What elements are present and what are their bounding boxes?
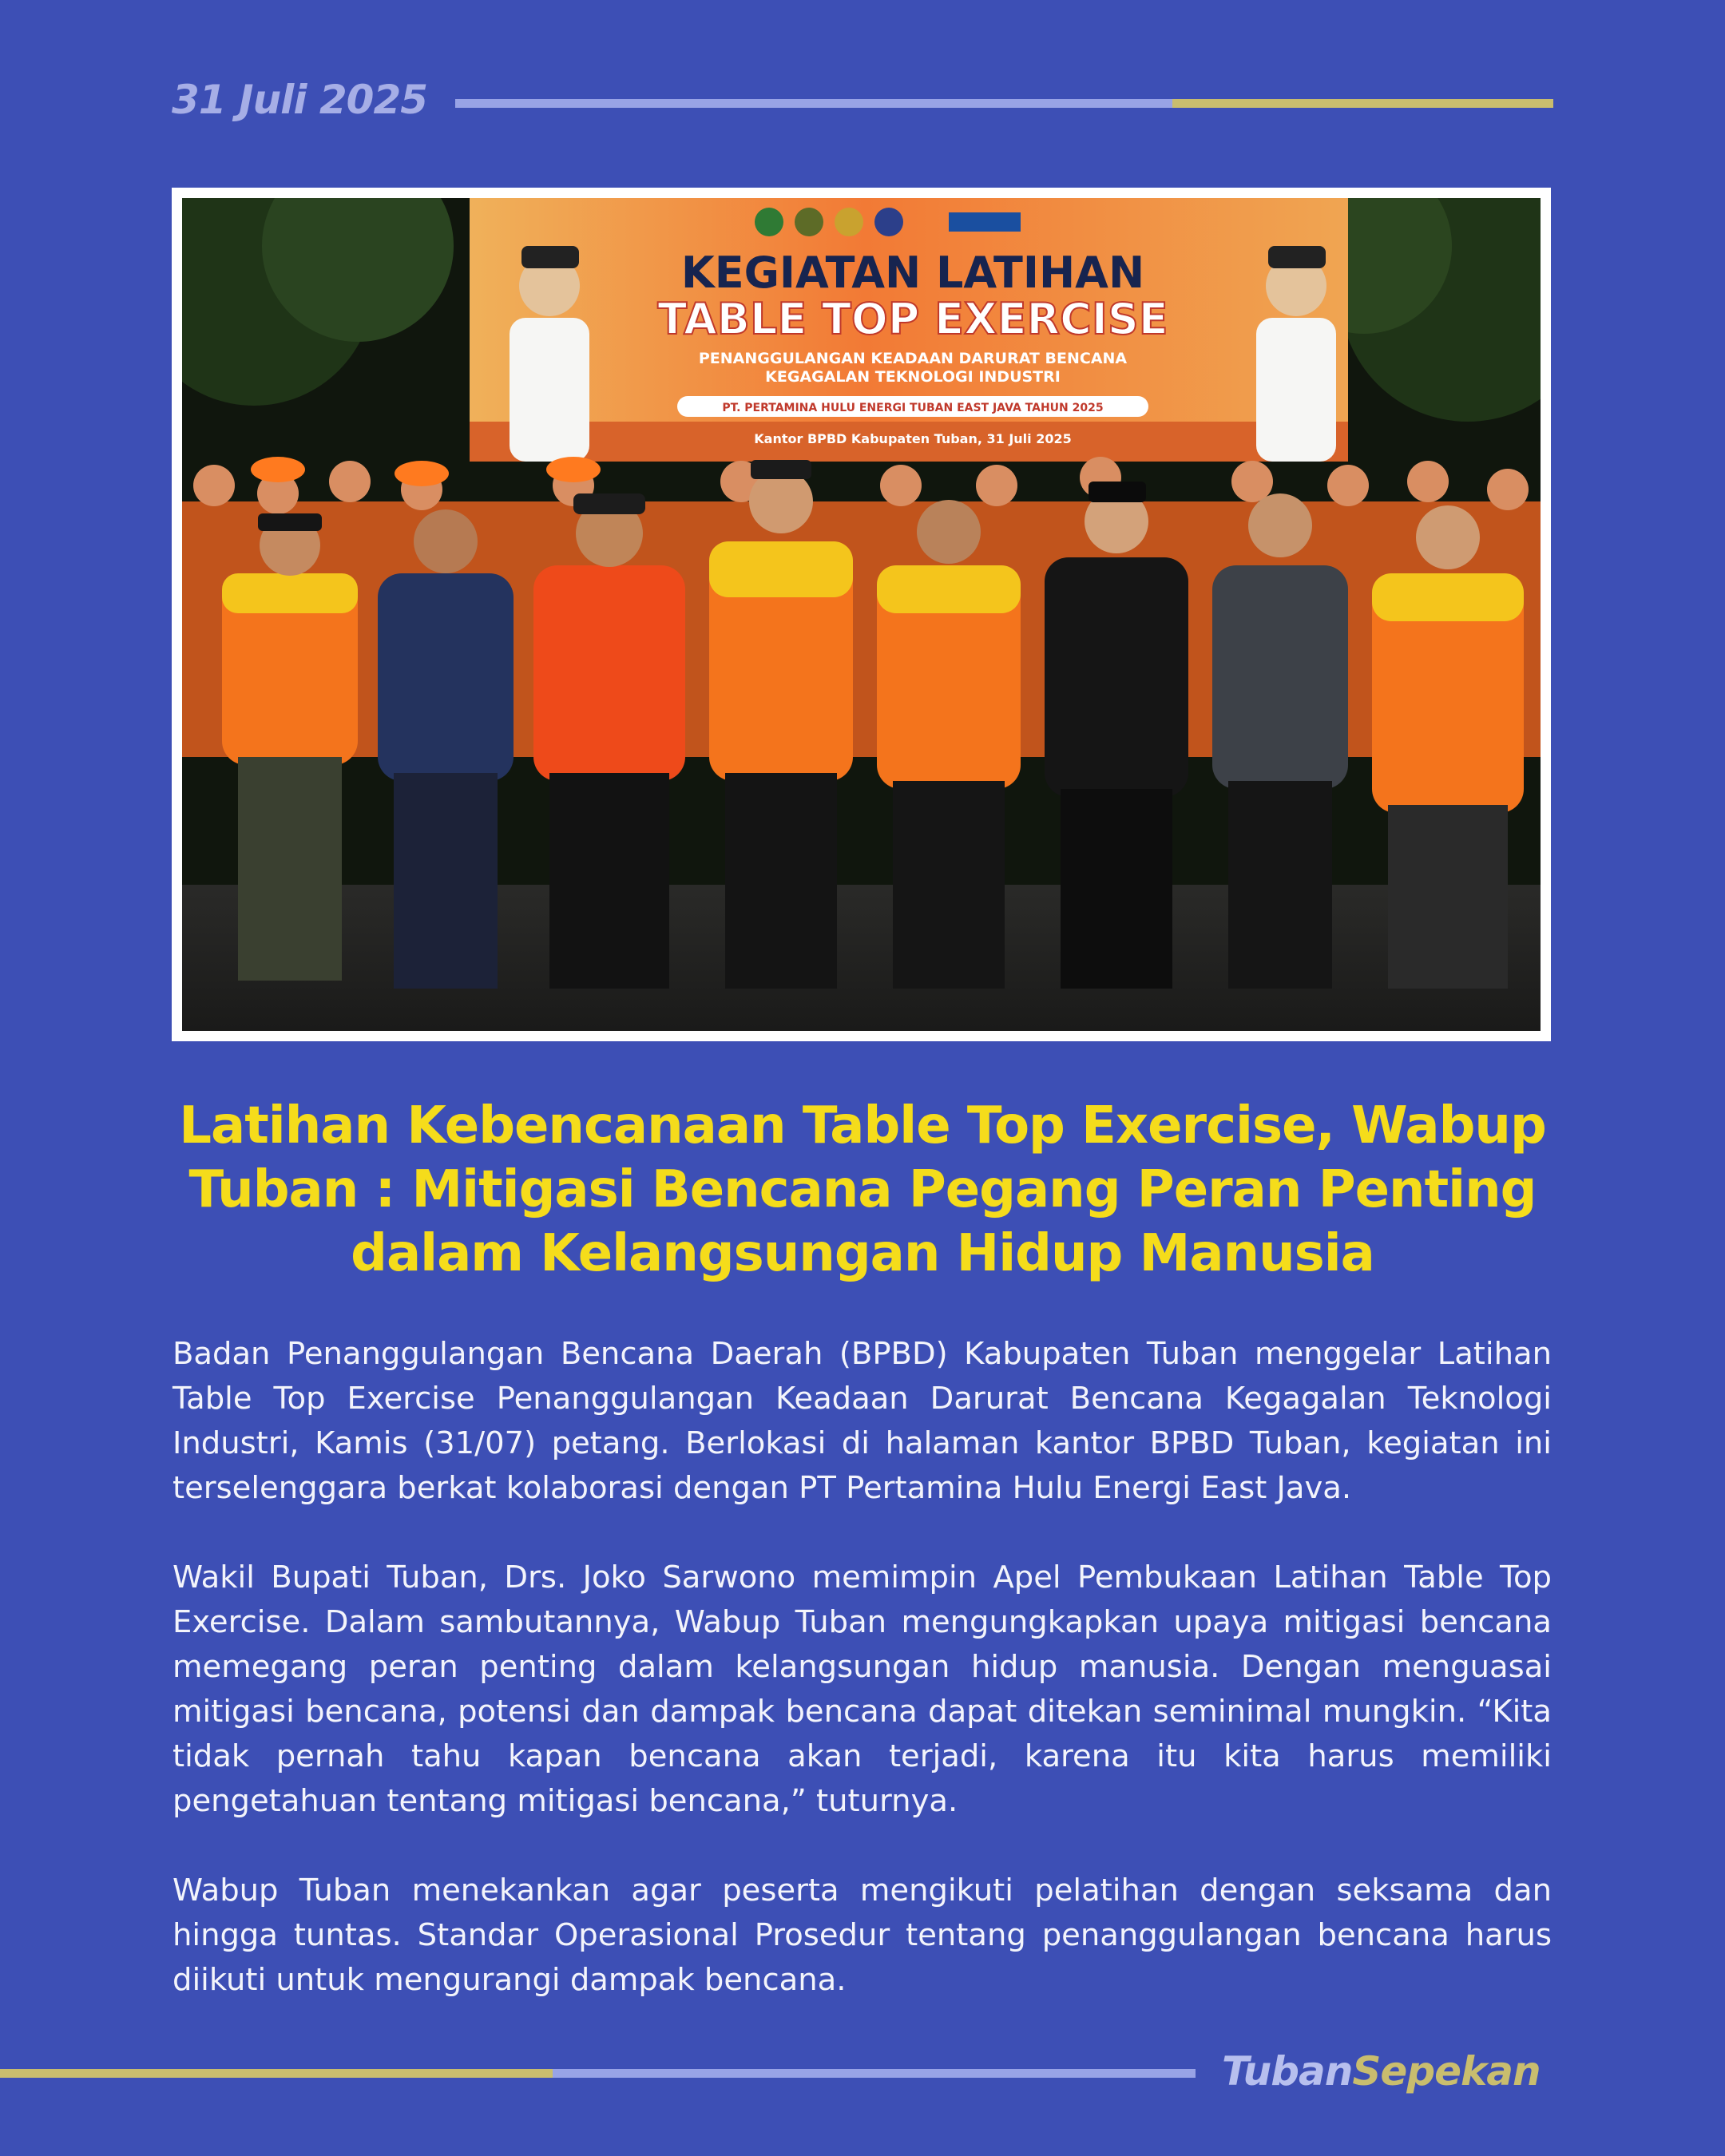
- brand-name-part1: Tuban: [1222, 2048, 1353, 2095]
- article-headline: Latihan Kebencanaan Table Top Exercise, Wabup Tuban : Mitigasi Bencana Pegang Peran Penting dalam Kelangsungan Hidup Manusia: [179, 1096, 1546, 1283]
- banner-subtitle-line2: KEGAGALAN TEKNOLOGI INDUSTRI: [765, 368, 1061, 386]
- event-banner: [470, 198, 1348, 462]
- group-photo-illustration: [182, 198, 1541, 1031]
- article-paragraph: Wabup Tuban menekankan agar peserta mengikuti pelatihan dengan seksama dan hingga tuntas. Standar Operasional Prosedur tentang penanggulangan bencana harus diikuti untuk mengurangi dampak bencana.: [172, 1873, 1552, 1998]
- header-divider-blue: [455, 99, 1172, 108]
- banner-subtitle-line1: PENANGGULANGAN KEADAAN DARURAT BENCANA: [698, 350, 1128, 367]
- publish-date: 31 Juli 2025: [172, 77, 428, 123]
- article-photo: [172, 188, 1551, 1041]
- footer-divider-gold: [0, 2069, 553, 2078]
- article-paragraph: Wakil Bupati Tuban, Drs. Joko Sarwono memimpin Apel Pembukaan Latihan Table Top Exercise. Dalam sambutannya, Wabup Tuban mengungkapkan upaya mitigasi bencana memegang peran penting dalam kelangsungan hidup manusia. Dengan menguasai mitigasi bencana, potensi dan dampak bencana dapat ditekan seminimal mungkin. “Kita tidak pernah tahu kapan bencana akan terjadi, karena itu kita harus memiliki pengetahuan tentang mitigasi bencana,” tuturnya.: [172, 1560, 1552, 1819]
- banner-organizer: PT. PERTAMINA HULU ENERGI TUBAN EAST JAVA TAHUN 2025: [722, 402, 1104, 414]
- brand-logo: [1222, 2048, 1541, 2095]
- brand-name-part2: Sepekan: [1352, 2048, 1541, 2095]
- article-body: [172, 1332, 1552, 2003]
- banner-location: Kantor BPBD Kabupaten Tuban, 31 Juli 2025: [754, 431, 1072, 446]
- banner-title-line1: KEGIATAN LATIHAN: [680, 248, 1145, 298]
- footer-divider-blue: [553, 2069, 1196, 2078]
- group-photo: [182, 198, 1541, 1031]
- article-paragraph: Badan Penanggulangan Bencana Daerah (BPBD) Kabupaten Tuban menggelar Latihan Table Top Exercise Penanggulangan Keadaan Darurat Bencana Kegagalan Teknologi Industri, Kamis (31/07) petang. Berlokasi di halaman kantor BPBD Tuban, kegiatan ini terselenggara berkat kolaborasi dengan PT Pertamina Hulu Energi East Java.: [172, 1336, 1552, 1506]
- header-divider-gold: [1172, 99, 1553, 108]
- banner-title-line2: TABLE TOP EXERCISE: [657, 294, 1168, 344]
